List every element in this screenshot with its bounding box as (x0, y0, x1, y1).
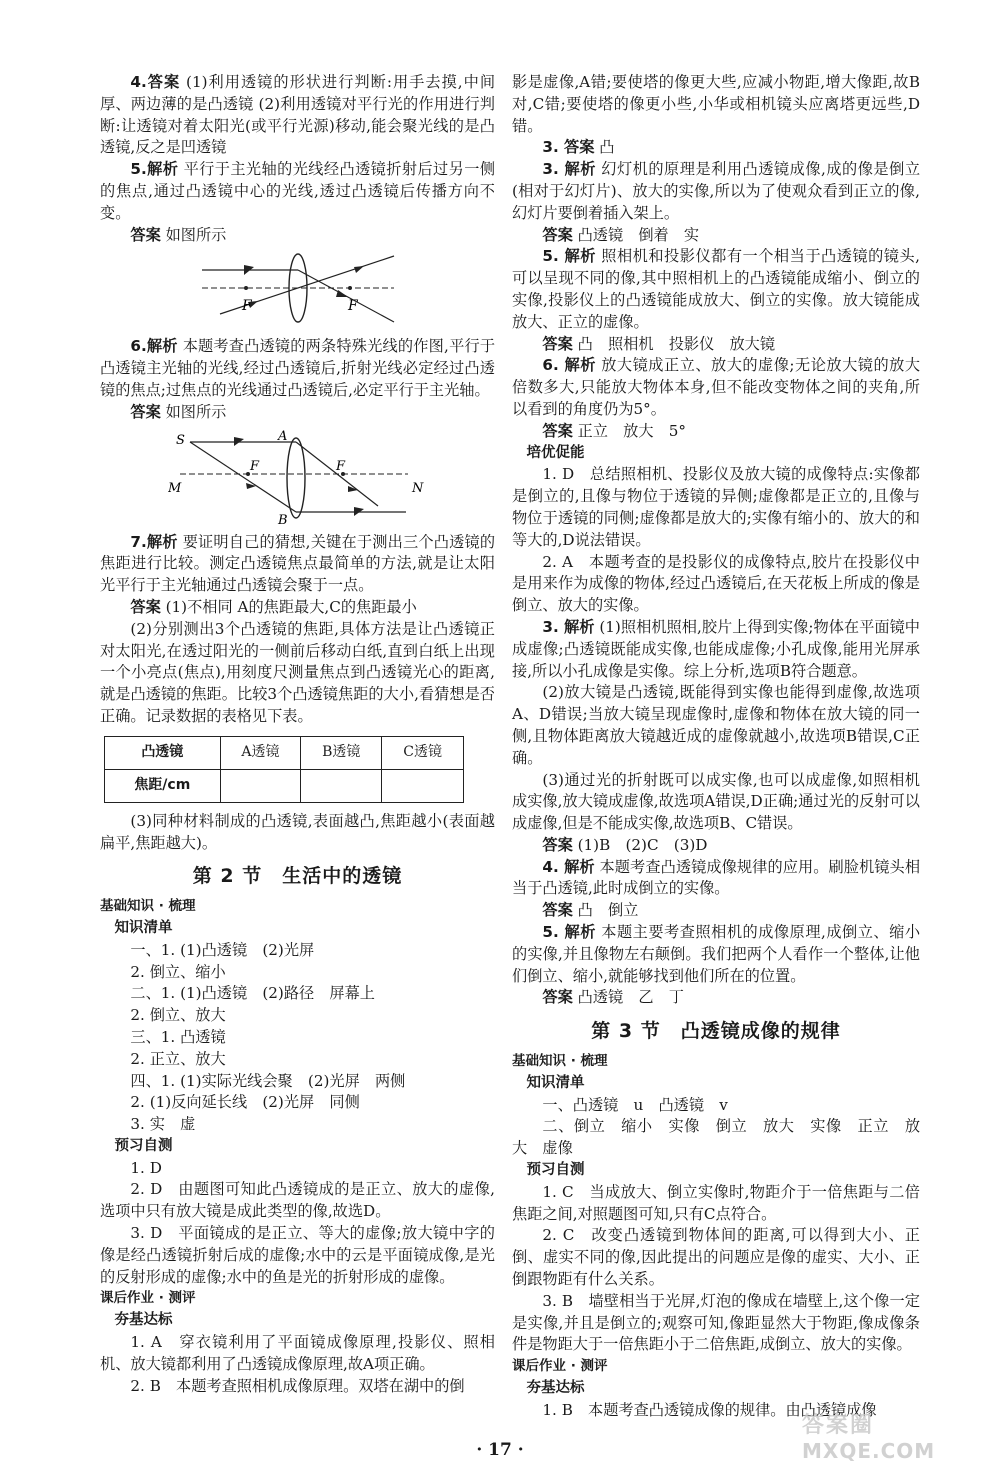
q7-answer-1: 答案 (1)不相同 A的焦距最大,C的焦距最小 (130, 597, 417, 616)
q7-answer-3: (3)同种材料制成的凸透镜,表面越凸,焦距越小(表面越扁平,焦距越大)。 (100, 811, 495, 852)
lens-diagram-1 (198, 252, 398, 330)
svg-text:B: B (277, 512, 288, 526)
svg-text:M: M (167, 480, 181, 496)
q5: 5.解析 平行于主光轴的光线经凸透镜折射后过另一侧的焦点,通过凸透镜中心的光线,透过凸透镜后传播方向不变。 (100, 160, 496, 222)
table-row-label: 焦距/cm (105, 769, 221, 802)
svg-text:F: F (249, 458, 259, 474)
r3: 3. 解析 幻灯机的原理是利用凸透镜成像,成的像是倒立(相对于幻灯片)、放大的实像,所以为了使观众看到正立的像,幻灯片要倒着插入架上。 (512, 160, 921, 222)
r5: 5. 解析 照相机和投影仪都有一个相当于凸透镜的镜头,可以呈现不同的像,其中照相机上的凸透镜能成缩小、倒立的实像,投影仪上的凸透镜能成放大、倒立的实像。放大镜能成放大、正立的虚像。 (512, 247, 921, 331)
r1: 影是虚像,A错;要使塔的像更大些,应减小物距,增大像距,故B对,C错;要使塔的像更小些,小华或相机镜头应离塔更远些,D错。 (512, 73, 920, 135)
q6: 6.解析 本题考查凸透镜的两条特殊光线的作图,平行于凸透镜主光轴的光线,经过凸透镜后,折射光线必定经过凸透镜的焦点;过焦点的光线通过凸透镜后,必定平行于主光轴。 (100, 337, 496, 399)
t5: 5. 解析 本题主要考查照相机的成像原理,成倒立、缩小的实像,并且像物左右颠倒。我们把两个人看作一个整体,让他们倒立、缩小,就能够找到他们所在的位置。 (512, 923, 921, 985)
svg-text:N: N (411, 480, 423, 496)
subsection-heading: 知识清单 (114, 919, 173, 936)
svg-text:S: S (175, 432, 185, 448)
q4: 4.答案 (1)利用透镜的形状进行判断:用手去摸,中间厚、两边薄的是凸透镜 (2)利用透镜对平行光的作用进行判断:让透镜对着太阳光(或平行光源)移动,能会聚光线的是凸透镜,反之是凹透镜 (100, 73, 496, 157)
section-3-title: 第 3 节 凸透镜成像的规律 (591, 1020, 841, 1043)
table-header: A透镜 (220, 736, 301, 769)
subsection-heading: 预习自测 (114, 1137, 173, 1154)
subsection-heading: 夯基达标 (114, 1312, 173, 1329)
svg-text:F: F (335, 458, 345, 474)
r3-answer-short: 3. 答案 凸 (542, 138, 615, 157)
subsection-heading: 预习自测 (526, 1162, 585, 1179)
subsection-heading: 夯基达标 (526, 1380, 585, 1397)
focal-length-table (104, 736, 464, 803)
q7-answer-2: (2)分别测出3个凸透镜的焦距,具体方法是让凸透镜正对太阳光,在透过阳光的一侧前后移动白纸,直到白纸上出现一个小亮点(焦点),用刻度尺测量焦点到凸透镜光心的距离,就是凸透镜的焦距。比较3个凸透镜焦距的大小,看猜想是否正确。记录数据的表格见下表。 (100, 619, 495, 725)
focal-point-label: F (241, 298, 252, 315)
svg-text:A: A (277, 429, 287, 444)
subsection-heading: 培优促能 (526, 444, 585, 461)
t3: 3. 解析 (1)照相机照相,胶片上得到实像;物体在平面镜中成虚像;凸透镜既能成实像,也能成虚像;小孔成像,能用光屏承接,所以小孔成像是实像。综上分析,选项B符合题意。 (512, 617, 920, 680)
watermark-logo: 答案圈 MXQE.COM (802, 1413, 936, 1463)
subsection-heading: 知识清单 (526, 1074, 585, 1091)
section-heading: 课后作业 · 测评 (512, 1358, 608, 1375)
q5-answer: 答案 如图所示 (130, 225, 227, 244)
section-heading: 基础知识 · 梳理 (100, 898, 196, 915)
section-heading: 课后作业 · 测评 (100, 1290, 196, 1307)
section-heading: 基础知识 · 梳理 (512, 1053, 608, 1070)
lens-diagram-2 (168, 430, 428, 526)
table-header: C透镜 (382, 736, 464, 769)
q7: 7.解析 要证明自己的猜想,关键在于测出三个凸透镜的焦距进行比较。测定凸透镜焦点最简单的方法,就是让太阳光平行于主光轴通过凸透镜会聚于一点。 (100, 532, 496, 595)
right-column: 影是虚像,A错;要使塔的像更大些,应减小物距,增大像距,故B对,C错;要使塔的像更小些,小华或相机镜头应离塔更远些,D错。 3. 答案 凸 3. 解析 幻灯机的原理是利用凸透镜成像,成的像是倒立(相对于幻灯片)、放大的实像,所以为了使观众看到正立的像,幻灯片要倒着插入架上。 答案 凸透镜 倒着 实 5. 解析 照相机和投影仪都有一个相当于凸透镜的镜头,可以呈现不同的像,其中照相机上的凸透镜能成缩小、倒立的实像,投影仪上的凸透镜能成放大、倒立的实像。放大镜能成放大、正立的虚像。 答案 凸 照相机 投影仪 放大镜 6. 解析 放大镜成正立、放大的虚像;无论放大镜的放大倍数多大,只能放大物体本身,但不能改变物体之间的夹角,所以看到的角度仍为5°。 答案 正立 放大 5° 培优促能 1. D 总结照相机、投影仪及放大镜的成像特点:实像都是倒立的,且像与物位于透镜的异侧;虚像都是正立的,且像与物位于透镜的同侧;虚像都是放大的;实像有缩小的、放大的和等大的,D说法错误。 2. A 本题考查的是投影仪的成像特点,胶片在投影仪中是用来作为成像的物体,经过凸透镜后,在天花板上所成的像是倒立、放大的实像。 3. 解析 (1)照相机照相,胶片上得到实像;物体在平面镜中成虚像;凸透镜既能成实像,也能成虚像;小孔成像,能用光屏承接,所以小孔成像是实像。综上分析,选项B符合题意。 (2)放大镜是凸透镜,既能得到实像也能得到虚像,故选项A、D错误;当放大镜呈现虚像时,虚像和物体在放大镜的同一侧,且物体距离放大镜越近成的虚像就越小,故选项B错误,C正确。 (3)通过光的折射既可以成实像,也可以成虚像,如照相机成实像,放大镜成虚像,故选项A错误,D正确;通过光的反射可以成虚像,但是不能成实像,故选项B、C错误。 答案 (1)B (2)C (3)D 4. 解析 本题考查凸透镜成像规律的应用。刷脸机镜头相当于凸透镜,此时成倒立的实像。 答案 凸 倒立 5. 解析 本题主要考查照相机的成像原理,成倒立、缩小的实像,并且像物左右颠倒。我们把两个人看作一个整体,让他们倒立、缩小,就能够找到他们所在的位置。 答案 凸透镜 乙 丁 第 3 节 凸透镜成像的规律 基础知识 · 梳理 知识清单 一、凸透镜 u 凸透镜 v 二、倒立 缩小 实像 倒立 放大 实像 正立 放大 虚像 预习自测 1. C 当成放大、倒立实像时,物距介于一倍焦距与二倍焦距之间,对照题图可知,只有C点符合。 2. C 改变凸透镜到物体间的距离,可以得到大小、正倒、虚实不同的像,因此提出的问题应是像的虚实、大小、正倒跟物距有什么关系。 3. B 墙壁相当于光屏,灯泡的像成在墙壁上,这个像一定是实像,并且是倒立的;观察可知,像距显然大于物距,像成像条件是物距大于一倍焦距小于二倍焦距,成倒立、放大的实像。 课后作业 · 测评 夯基达标 1. B 本题考查凸透镜成像的规律。由凸透镜成像 (512, 73, 921, 1419)
table-header: 凸透镜 (105, 736, 221, 769)
left-column: 4.答案 (1)利用透镜的形状进行判断:用手去摸,中间厚、两边薄的是凸透镜 (2)利用透镜对平行光的作用进行判断:让透镜对着太阳光(或平行光源)移动,能会聚光线的是凸透镜,反之是凹透镜 5.解析 平行于主光轴的光线经凸透镜折射后过另一侧的焦点,通过凸透镜中心的光线,透过凸透镜后传播方向不变。 答案 如图所示 F F 6.解析 本题考查凸透镜的两条特殊光线的作图,平行于凸透镜主光轴的光线,经过凸透镜后,折射光线必定经过凸透镜的焦点;过焦点的光线通过凸透镜后,必定平行于主光轴。 答案 如图所示 S A B F F M N 7.解析 要证明自己的猜想,关键在于测出三个凸透镜的焦距进行比较。测定凸透镜焦点最简单的方法,就是让太阳光平行于主光轴通过凸透镜会聚于一点。 答案 (1)不相同 A的焦距最大,C的焦距最小 (2)分别测出3个凸透镜的焦距,具体方法是让凸透镜正对太阳光,在透过阳光的一侧前后移动白纸,直到白纸上出现一个小亮点(焦点),用刻度尺测量焦点到凸透镜光心的距离,就是凸透镜的焦距。比较3个凸透镜焦距的大小,看猜想是否正确。记录数据的表格见下表。 凸透镜 A透镜 B透镜 C透镜 焦距/cm (3)同种材料制成的凸透镜,表面越凸,焦距越小(表面越扁平,焦距越大)。 第 2 节 生活中的透镜 基础知识 · 梳理 知识清单 一、1. (1)凸透镜 (2)光屏 2. 倒立、缩小 二、1. (1)凸透镜 (2)路径 屏幕上 2. 倒立、放大 三、1. 凸透镜 2. 正立、放大 四、1. (1)实际光线会聚 (2)光屏 两侧 2. (1)反向延长线 (2)光屏 同侧 3. 实 虚 预习自测 1. D 2. D 由题图可知此凸透镜成的是正立、放大的虚像,选项中只有放大镜是成此类型的像,故选D。 3. D 平面镜成的是正立、等大的虚像;放大镜中字的像是经凸透镜折射后成的虚像;水中的云是平面镜成像,是光的反射形成的虚像;水中的鱼是光的折射形成的虚像。 课后作业 · 测评 夯基达标 1. A 穿衣镜利用了平面镜成像原理,投影仪、照相机、放大镜都利用了凸透镜成像原理,故A项正确。 2. B 本题考查照相机成像原理。双塔在湖中的倒 (100, 73, 496, 1395)
section-2-title: 第 2 节 生活中的透镜 (192, 865, 403, 888)
page-number: · 17 · (476, 1440, 524, 1460)
t4: 4. 解析 本题考查凸透镜成像规律的应用。刷脸机镜头相当于凸透镜,此时成倒立的实像。 (512, 857, 921, 898)
q6-answer: 答案 如图所示 (130, 402, 227, 421)
r6: 6. 解析 放大镜成正立、放大的虚像;无论放大镜的放大倍数多大,只能放大物体本身,但不能改变物体之间的夹角,所以看到的角度仍为5°。 (512, 356, 921, 418)
focal-point-label: F (347, 298, 358, 315)
table-header: B透镜 (301, 736, 382, 769)
